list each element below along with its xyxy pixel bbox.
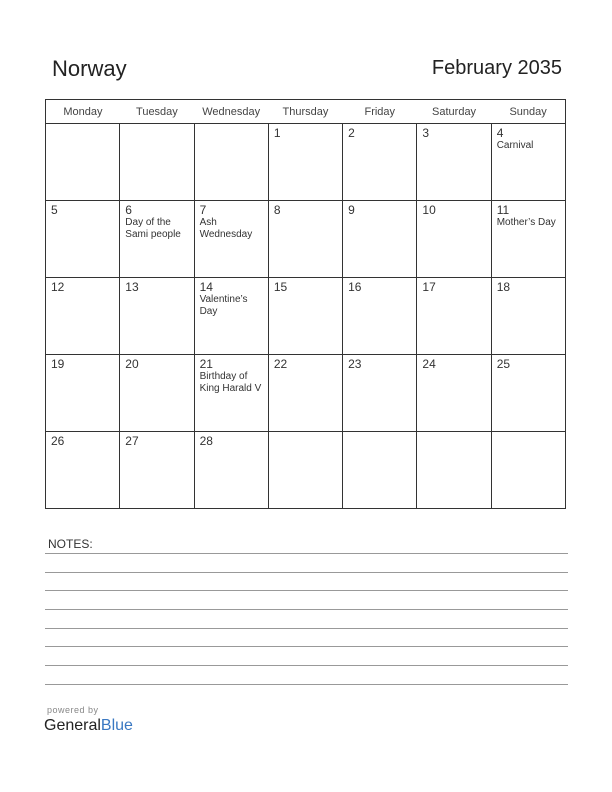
weekday-header: Friday [343,100,417,124]
calendar-day-cell [194,278,268,355]
calendar-day-cell [268,355,342,432]
note-line [45,665,568,666]
note-line [45,553,568,554]
calendar-day-cell [268,124,342,201]
calendar-day-cell [120,432,194,509]
calendar-day-cell [120,201,194,278]
holiday-event: Ash Wednesday [199,217,253,240]
calendar-week-row [46,355,566,432]
country-title: Norway [52,56,127,81]
calendar-day-cell [417,432,491,509]
weekday-header: Thursday [268,100,342,124]
day-number: 17 [422,280,436,294]
day-number: 19 [51,357,65,371]
calendar-day-cell [343,355,417,432]
note-line [45,590,568,591]
day-number: 2 [348,126,355,140]
weekday-header: Tuesday [120,100,194,124]
weekday-header: Sunday [491,100,565,124]
calendar-day-cell [343,124,417,201]
calendar-day-cell [268,201,342,278]
calendar-day-cell [194,124,268,201]
calendar-day-cell [417,278,491,355]
note-line [45,628,568,629]
day-number: 23 [348,357,362,371]
note-line [45,684,568,685]
day-number: 13 [125,280,139,294]
calendar-day-cell [491,432,565,509]
calendar-day-cell [120,278,194,355]
calendar-day-cell [194,432,268,509]
notes-label: NOTES: [48,537,93,551]
day-number: 18 [496,280,511,294]
holiday-event: Valentine’s Day [199,294,248,317]
calendar-day-cell [343,432,417,509]
day-number: 24 [422,357,436,371]
day-number: 22 [273,357,288,371]
calendar-day-cell [491,278,565,355]
calendar-grid [45,99,566,509]
calendar-day-cell [491,201,565,278]
note-line [45,572,568,573]
day-number: 6 [125,203,132,217]
day-number: 25 [496,357,511,371]
generalblue-logo[interactable] [44,717,133,735]
calendar-week-row [46,201,566,278]
calendar-day-cell [46,355,120,432]
note-line [45,646,568,647]
powered-by-text: powered by [47,705,99,715]
day-number: 3 [422,126,430,140]
calendar-week-row [46,278,566,355]
day-number: 27 [125,434,139,448]
day-number: 14 [199,280,213,294]
day-number: 8 [273,203,281,217]
holiday-event: Day of the Sami people [125,217,181,240]
weekday-header: Saturday [417,100,491,124]
calendar-week-row [46,432,566,509]
calendar-week-row [46,124,566,201]
holiday-event: Mother’s Day [496,217,556,228]
holiday-event: Carnival [496,140,534,151]
calendar-day-cell [46,432,120,509]
calendar-day-cell [343,278,417,355]
calendar-day-cell [46,278,120,355]
calendar-day-cell [194,355,268,432]
day-number: 28 [199,434,213,448]
weekday-header: Wednesday [194,100,268,124]
weekday-header-row [46,100,566,124]
day-number: 10 [422,203,436,217]
day-number: 7 [199,203,207,217]
calendar-day-cell [417,124,491,201]
weekday-header: Monday [46,100,120,124]
calendar-day-cell [194,201,268,278]
day-number: 4 [496,126,504,140]
calendar-day-cell [268,278,342,355]
day-number: 11 [496,203,510,217]
day-number: 20 [125,357,139,371]
calendar-day-cell [120,124,194,201]
calendar-day-cell [491,355,565,432]
day-number: 15 [273,280,288,294]
day-number: 9 [348,203,355,217]
calendar-day-cell [491,124,565,201]
day-number: 26 [51,434,65,448]
calendar-day-cell [417,201,491,278]
holiday-event: Birthday of King Harald V [199,371,262,394]
calendar-day-cell [343,201,417,278]
day-number: 12 [51,280,65,294]
calendar-day-cell [268,432,342,509]
calendar-day-cell [46,124,120,201]
day-number: 5 [51,203,58,217]
brand-general: General [44,717,101,734]
month-year-title: February 2035 [431,57,562,79]
calendar-day-cell [417,355,491,432]
day-number: 16 [348,280,362,294]
day-number: 1 [273,126,281,140]
day-number: 21 [199,357,213,371]
note-line [45,609,568,610]
brand-blue: Blue [100,717,133,734]
calendar-day-cell [46,201,120,278]
calendar-day-cell [120,355,194,432]
